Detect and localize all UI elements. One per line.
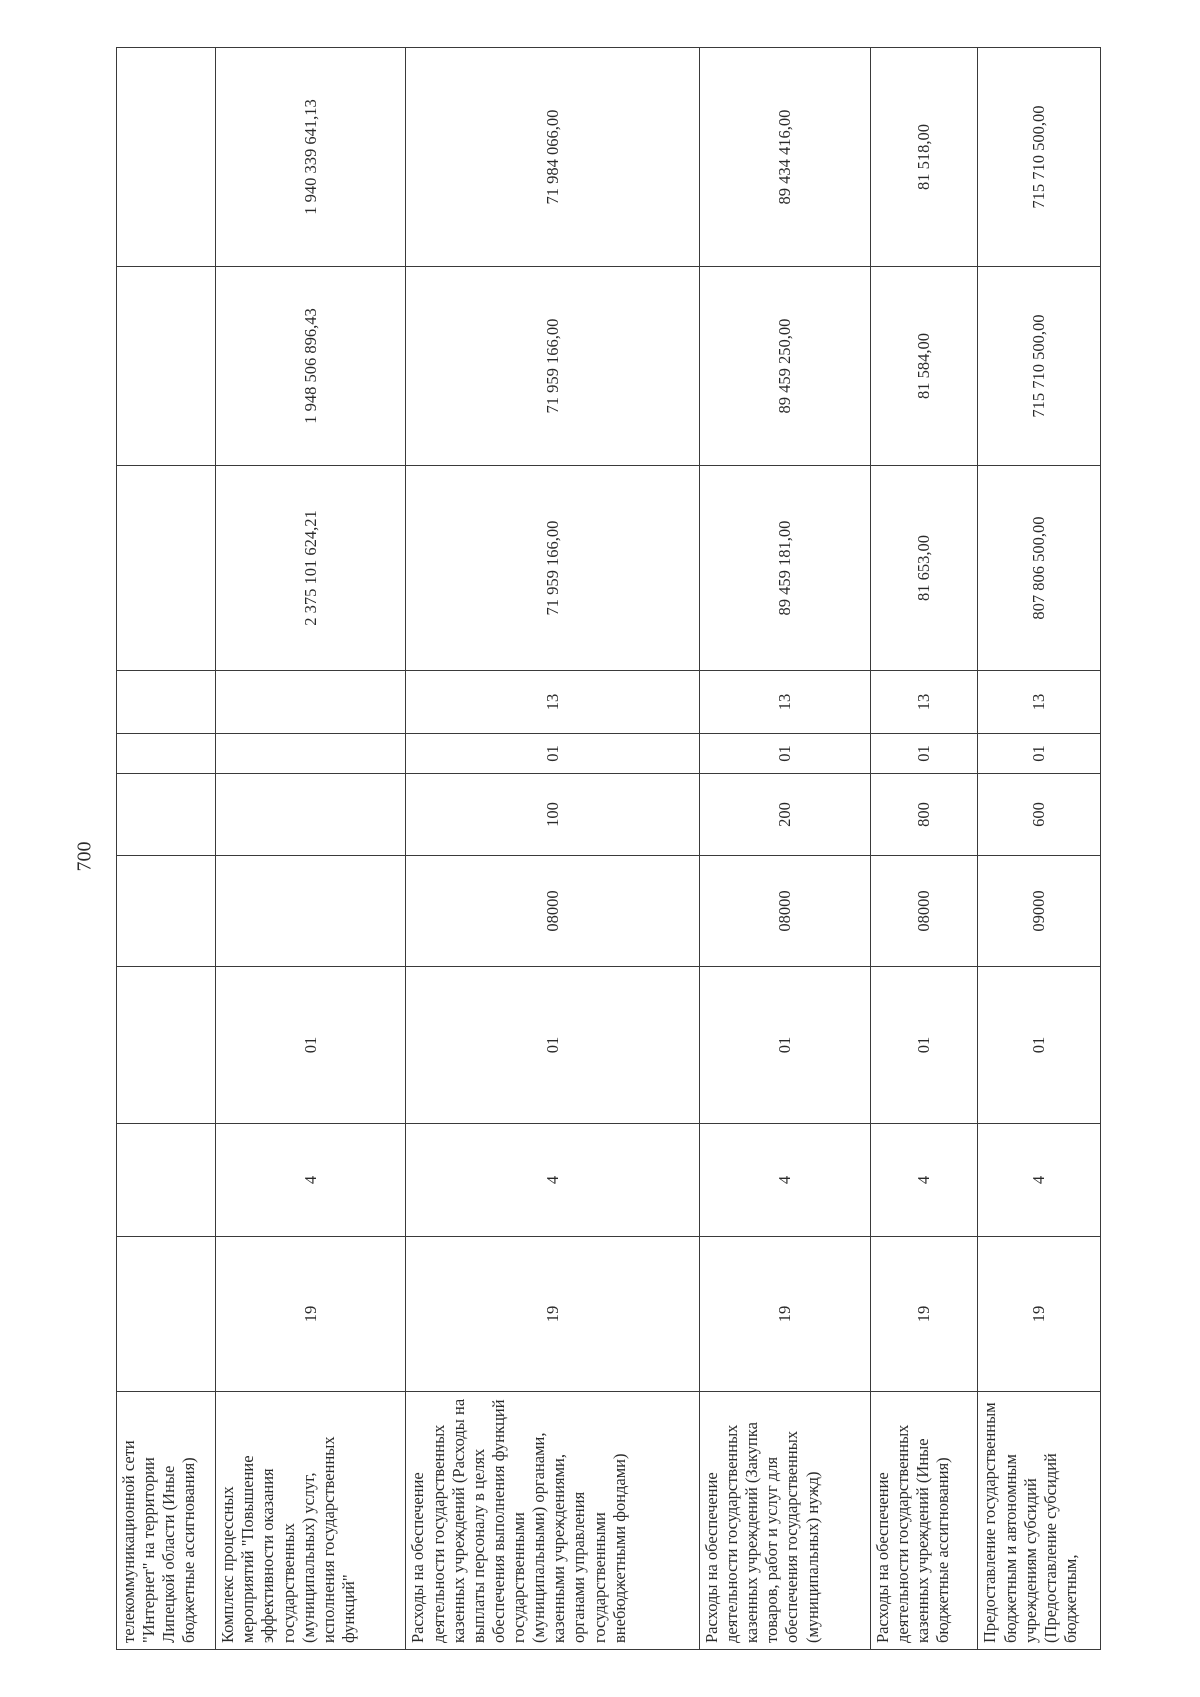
amount-col-1: 807 806 500,00 bbox=[978, 466, 1101, 671]
code-col-7 bbox=[117, 671, 216, 734]
code-col-6: 01 bbox=[978, 734, 1101, 774]
code-col-1: 19 bbox=[699, 1237, 870, 1392]
amount-col-3: 81 518,00 bbox=[870, 48, 978, 267]
code-col-5 bbox=[117, 774, 216, 856]
code-col-1: 19 bbox=[870, 1237, 978, 1392]
code-col-5: 200 bbox=[699, 774, 870, 856]
code-col-4: 09000 bbox=[978, 856, 1101, 967]
code-col-1 bbox=[117, 1237, 216, 1392]
code-col-1: 19 bbox=[216, 1237, 406, 1392]
amount-col-3: 1 940 339 641,13 bbox=[216, 48, 406, 267]
code-col-2: 4 bbox=[216, 1124, 406, 1237]
code-col-7: 13 bbox=[406, 671, 700, 734]
code-col-2: 4 bbox=[870, 1124, 978, 1237]
code-col-6: 01 bbox=[870, 734, 978, 774]
code-col-6 bbox=[117, 734, 216, 774]
code-col-3 bbox=[117, 967, 216, 1124]
code-col-3: 01 bbox=[216, 967, 406, 1124]
amount-col-3: 71 984 066,00 bbox=[406, 48, 700, 267]
code-col-4 bbox=[216, 856, 406, 967]
row-description: Расходы на обеспечение деятельности государственных казенных учреждений (Иные бюджетные ассигнования) bbox=[870, 1392, 978, 1650]
code-col-5 bbox=[216, 774, 406, 856]
amount-col-3: 715 710 500,00 bbox=[978, 48, 1101, 267]
amount-col-2 bbox=[117, 267, 216, 466]
code-col-1: 19 bbox=[406, 1237, 700, 1392]
amount-col-2: 81 584,00 bbox=[870, 267, 978, 466]
amount-col-1: 89 459 181,00 bbox=[699, 466, 870, 671]
amount-col-1: 71 959 166,00 bbox=[406, 466, 700, 671]
code-col-5: 800 bbox=[870, 774, 978, 856]
amount-col-3: 89 434 416,00 bbox=[699, 48, 870, 267]
budget-table bbox=[116, 47, 1101, 1650]
amount-col-1 bbox=[117, 466, 216, 671]
code-col-4 bbox=[117, 856, 216, 967]
code-col-2: 4 bbox=[406, 1124, 700, 1237]
amount-col-1: 2 375 101 624,21 bbox=[216, 466, 406, 671]
amount-col-2: 715 710 500,00 bbox=[978, 267, 1101, 466]
code-col-1: 19 bbox=[978, 1237, 1101, 1392]
code-col-2: 4 bbox=[699, 1124, 870, 1237]
table-row bbox=[117, 48, 216, 1650]
code-col-2 bbox=[117, 1124, 216, 1237]
code-col-3: 01 bbox=[978, 967, 1101, 1124]
code-col-4: 08000 bbox=[870, 856, 978, 967]
page-number: 700 bbox=[73, 841, 96, 872]
code-col-6 bbox=[216, 734, 406, 774]
code-col-6: 01 bbox=[406, 734, 700, 774]
code-col-4: 08000 bbox=[699, 856, 870, 967]
row-description: Расходы на обеспечение деятельности государственных казенных учреждений (Расходы на выплаты персоналу в целях обеспечения выполнения функций государственными (муниципальными) органами, казенными учреждениями, органами управления государственными внебюджетными фондами) bbox=[406, 1392, 700, 1650]
row-description: Расходы на обеспечение деятельности государственных казенных учреждений (Закупка товаров, работ и услуг для обеспечения государственных (муниципальных) нужд) bbox=[699, 1392, 870, 1650]
code-col-5: 600 bbox=[978, 774, 1101, 856]
code-col-5: 100 bbox=[406, 774, 700, 856]
table-row bbox=[216, 48, 406, 1650]
amount-col-1: 81 653,00 bbox=[870, 466, 978, 671]
rotated-budget-table-wrapper bbox=[116, 48, 1101, 1650]
amount-col-2: 89 459 250,00 bbox=[699, 267, 870, 466]
code-col-6: 01 bbox=[699, 734, 870, 774]
code-col-3: 01 bbox=[699, 967, 870, 1124]
table-row bbox=[406, 48, 700, 1650]
table-row bbox=[699, 48, 870, 1650]
code-col-7: 13 bbox=[870, 671, 978, 734]
table-row bbox=[870, 48, 978, 1650]
row-description: Предоставление государственным бюджетным и автономным учреждениям субсидий (Предоставление субсидий бюджетным, bbox=[978, 1392, 1101, 1650]
code-col-7 bbox=[216, 671, 406, 734]
code-col-3: 01 bbox=[406, 967, 700, 1124]
code-col-2: 4 bbox=[978, 1124, 1101, 1237]
row-description: телекоммуникационной сети "Интернет" на территории Липецкой области (Иные бюджетные ассигнования) bbox=[117, 1392, 216, 1650]
table-row bbox=[978, 48, 1101, 1650]
code-col-7: 13 bbox=[978, 671, 1101, 734]
amount-col-3 bbox=[117, 48, 216, 267]
row-description: Комплекс процессных мероприятий "Повышение эффективности оказания государственных (муниципальных) услуг, исполнения государственных функций" bbox=[216, 1392, 406, 1650]
code-col-4: 08000 bbox=[406, 856, 700, 967]
code-col-7: 13 bbox=[699, 671, 870, 734]
amount-col-2: 1 948 506 896,43 bbox=[216, 267, 406, 466]
code-col-3: 01 bbox=[870, 967, 978, 1124]
amount-col-2: 71 959 166,00 bbox=[406, 267, 700, 466]
